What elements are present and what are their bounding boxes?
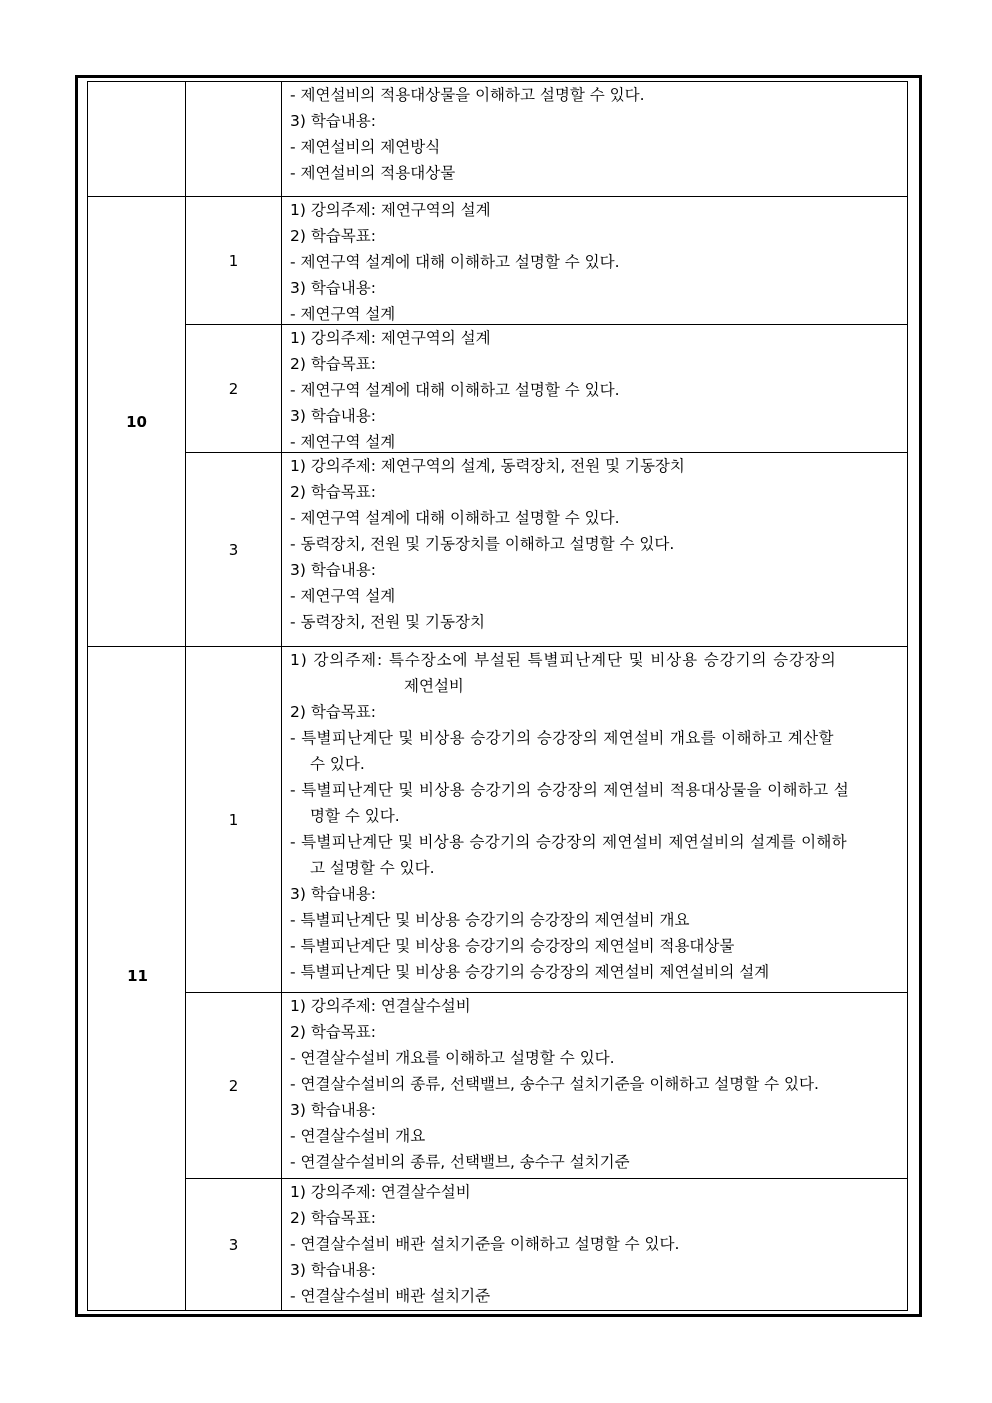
session-content-cell xyxy=(281,1178,908,1311)
learning-goal-header: 2) 학습목표: xyxy=(290,483,376,501)
content-cell-continued xyxy=(281,81,908,197)
week-number-cell xyxy=(87,196,186,647)
learning-content: - 제연구역 설계 xyxy=(290,587,396,605)
learning-goal: - 제연구역 설계에 대해 이해하고 설명할 수 있다. xyxy=(290,253,620,271)
learning-goal-continued: 명할 수 있다. xyxy=(310,807,400,825)
learning-goal-header: 2) 학습목표: xyxy=(290,703,376,721)
session-number: 1 xyxy=(228,810,239,829)
learning-content-header: 3) 학습내용: xyxy=(290,1101,376,1119)
learning-goal: - 특별피난계단 및 비상용 승강기의 승강장의 제연설비 제연설비의 설계를 이해하 xyxy=(290,833,847,851)
session-number-cell xyxy=(185,992,282,1179)
session-content-cell xyxy=(281,992,908,1179)
session-number: 2 xyxy=(228,379,239,398)
learning-goal: - 동력장치, 전원 및 기동장치를 이해하고 설명할 수 있다. xyxy=(290,535,675,553)
lecture-topic: 1) 강의주제: 연결살수설비 xyxy=(290,997,471,1015)
session-number: 1 xyxy=(228,251,239,270)
session-content-cell xyxy=(281,452,908,647)
learning-content: - 특별피난계단 및 비상용 승강기의 승강장의 제연설비 제연설비의 설계 xyxy=(290,963,770,981)
learning-content-header: 3) 학습내용: xyxy=(290,561,376,579)
week-number: 11 xyxy=(127,967,148,985)
session-cell-continued xyxy=(185,81,282,197)
learning-content: - 제연구역 설계 xyxy=(290,305,396,323)
learning-goal: - 연결살수설비의 종류, 선택밸브, 송수구 설치기준을 이해하고 설명할 수 있다. xyxy=(290,1075,819,1093)
learning-content-header: 3) 학습내용: xyxy=(290,885,376,903)
content-line: - 제연설비의 제연방식 xyxy=(290,138,441,156)
lecture-topic-continued: 제연설비 xyxy=(404,677,464,695)
session-number: 3 xyxy=(228,540,239,559)
learning-content-header: 3) 학습내용: xyxy=(290,1261,376,1279)
learning-content: - 연결살수설비의 종류, 선택밸브, 송수구 설치기준 xyxy=(290,1153,630,1171)
week-cell-continued xyxy=(87,81,186,197)
learning-goal-header: 2) 학습목표: xyxy=(290,1023,376,1041)
learning-goal: - 연결살수설비 개요를 이해하고 설명할 수 있다. xyxy=(290,1049,615,1067)
learning-goal-header: 2) 학습목표: xyxy=(290,355,376,373)
learning-goal-header: 2) 학습목표: xyxy=(290,227,376,245)
learning-goal: - 제연구역 설계에 대해 이해하고 설명할 수 있다. xyxy=(290,509,620,527)
learning-content: - 제연구역 설계 xyxy=(290,433,396,451)
learning-goal: - 특별피난계단 및 비상용 승강기의 승강장의 제연설비 개요를 이해하고 계산할 xyxy=(290,729,834,747)
session-number: 3 xyxy=(228,1235,239,1254)
learning-content: - 동력장치, 전원 및 기동장치 xyxy=(290,613,485,631)
session-content-cell xyxy=(281,646,908,993)
session-number-cell xyxy=(185,452,282,647)
session-number: 2 xyxy=(228,1076,239,1095)
learning-content-header: 3) 학습내용: xyxy=(290,407,376,425)
lecture-topic xyxy=(290,647,901,673)
learning-goal-continued: 수 있다. xyxy=(310,755,365,773)
lecture-topic: 1) 강의주제: 연결살수설비 xyxy=(290,1183,471,1201)
content-line: 3) 학습내용: xyxy=(290,112,376,130)
content-line: - 제연설비의 적용대상물을 이해하고 설명할 수 있다. xyxy=(290,86,645,104)
learning-goal-continued: 고 설명할 수 있다. xyxy=(310,859,435,877)
learning-goal: - 연결살수설비 배관 설치기준을 이해하고 설명할 수 있다. xyxy=(290,1235,680,1253)
session-content-cell xyxy=(281,324,908,453)
week-number-cell xyxy=(87,646,186,1311)
week-number: 10 xyxy=(126,412,147,431)
lecture-topic: 1) 강의주제: 제연구역의 설계, 동력장치, 전원 및 기동장치 xyxy=(290,457,685,475)
learning-content: - 연결살수설비 배관 설치기준 xyxy=(290,1287,491,1305)
session-number-cell xyxy=(185,646,282,993)
learning-content: - 연결살수설비 개요 xyxy=(290,1127,426,1145)
session-number-cell xyxy=(185,196,282,325)
learning-goal-header: 2) 학습목표: xyxy=(290,1209,376,1227)
learning-content: - 특별피난계단 및 비상용 승강기의 승강장의 제연설비 개요 xyxy=(290,911,690,929)
session-number-cell xyxy=(185,324,282,453)
learning-content: - 특별피난계단 및 비상용 승강기의 승강장의 제연설비 적용대상물 xyxy=(290,937,735,955)
lecture-topic: 1) 강의주제: 제연구역의 설계 xyxy=(290,329,491,347)
learning-goal: - 제연구역 설계에 대해 이해하고 설명할 수 있다. xyxy=(290,381,620,399)
lecture-topic-text: 1) 강의주제: 특수장소에 부설된 특별피난계단 및 비상용 승강기의 승강장의 xyxy=(290,651,837,669)
learning-content-header: 3) 학습내용: xyxy=(290,279,376,297)
content-line: - 제연설비의 적용대상물 xyxy=(290,164,456,182)
session-number-cell xyxy=(185,1178,282,1311)
lecture-topic: 1) 강의주제: 제연구역의 설계 xyxy=(290,201,491,219)
session-content-cell xyxy=(281,196,908,325)
learning-goal: - 특별피난계단 및 비상용 승강기의 승강장의 제연설비 적용대상물을 이해하고 설 xyxy=(290,781,850,799)
